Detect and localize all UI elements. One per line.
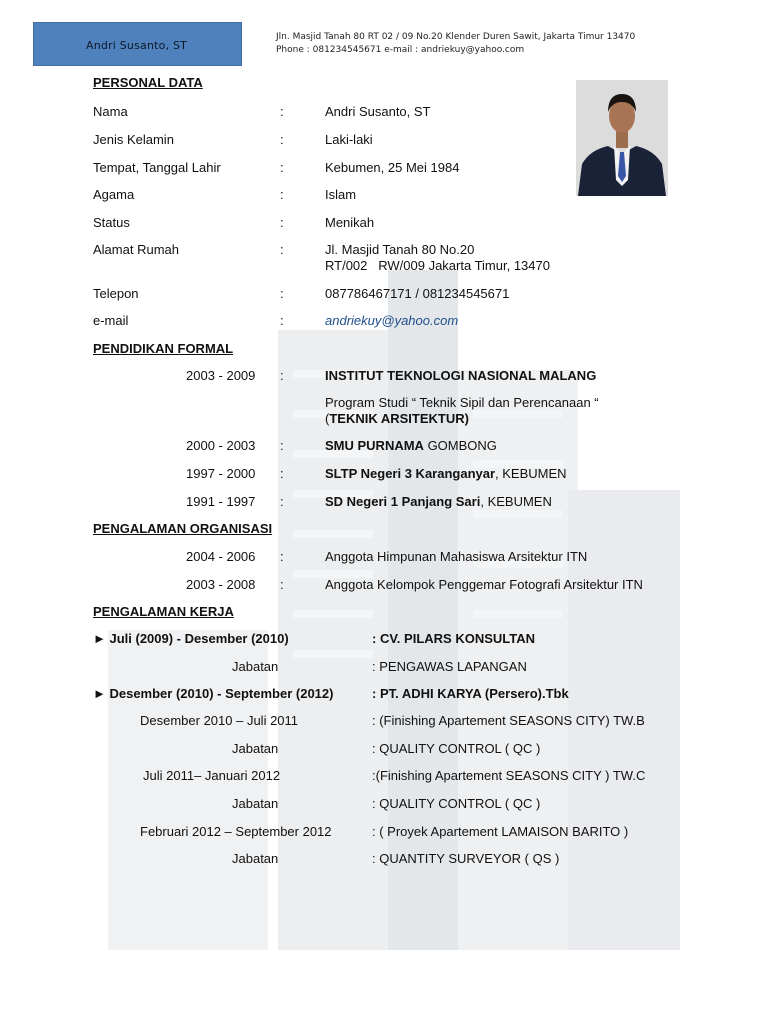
colon: : bbox=[280, 160, 284, 175]
work-project: :(Finishing Apartement SEASONS CITY ) TW.C bbox=[372, 768, 646, 783]
colon: : bbox=[280, 104, 284, 119]
work-position-label: Jabatan bbox=[232, 796, 279, 811]
work-subperiod: Desember 2010 – Juli 2011 bbox=[140, 713, 299, 728]
education-school bbox=[325, 368, 596, 383]
work-company: : PT. ADHI KARYA (Persero).Tbk bbox=[372, 686, 569, 701]
profile-photo bbox=[576, 80, 668, 196]
work-position: : QUANTITY SURVEYOR ( QS ) bbox=[372, 851, 560, 866]
personal-value: Kebumen, 25 Mei 1984 bbox=[325, 160, 460, 175]
personal-label: Tempat, Tanggal Lahir bbox=[93, 160, 221, 175]
work-project: : ( Proyek Apartement LAMAISON BARITO ) bbox=[372, 824, 629, 839]
section-title-personal: PERSONAL DATA bbox=[93, 75, 203, 90]
education-school bbox=[325, 438, 497, 453]
name-banner bbox=[33, 22, 242, 66]
education-program-major bbox=[325, 411, 469, 426]
work-subperiod: Juli 2011– Januari 2012 bbox=[143, 768, 281, 783]
work-period: ► Juli (2009) - Desember (2010) bbox=[93, 631, 289, 646]
education-school-bold: SD Negeri 1 Panjang Sari bbox=[325, 494, 481, 509]
education-years: 1997 - 2000 bbox=[186, 466, 256, 481]
colon: : bbox=[280, 577, 284, 592]
education-program-open: ( bbox=[325, 411, 330, 426]
header-address: Jln. Masjid Tanah 80 RT 02 / 09 No.20 Klender Duren Sawit, Jakarta Timur 13470 bbox=[276, 32, 636, 42]
education-school-bold: INSTITUT TEKNOLOGI NASIONAL MALANG bbox=[325, 368, 597, 383]
colon: : bbox=[280, 132, 284, 147]
work-company: : CV. PILARS KONSULTAN bbox=[372, 631, 535, 646]
colon: : bbox=[280, 368, 284, 383]
personal-value-line2: RT/002 RW/009 Jakarta Timur, 13470 bbox=[325, 258, 550, 273]
colon: : bbox=[280, 187, 284, 202]
colon: : bbox=[280, 438, 284, 453]
personal-value: Islam bbox=[325, 187, 357, 202]
personal-value: 087786467171 / 081234545671 bbox=[325, 286, 510, 301]
work-position: : QUALITY CONTROL ( QC ) bbox=[372, 741, 541, 756]
work-position-label: Jabatan bbox=[232, 741, 279, 756]
email-link[interactable]: andriekuy@yahoo.com bbox=[325, 313, 459, 328]
education-years: 2003 - 2009 bbox=[186, 368, 256, 383]
organization-value: Anggota Kelompok Penggemar Fotografi Arsitektur ITN bbox=[325, 577, 643, 592]
organization-years: 2003 - 2008 bbox=[186, 577, 256, 592]
organization-value: Anggota Himpunan Mahasiswa Arsitektur ITN bbox=[325, 549, 588, 564]
education-school-bold: SMU PURNAMA bbox=[325, 438, 424, 453]
section-title-education: PENDIDIKAN FORMAL bbox=[93, 341, 234, 356]
name-banner-text: Andri Susanto, ST bbox=[86, 39, 188, 52]
background-building-image bbox=[88, 70, 680, 950]
personal-label: Nama bbox=[93, 104, 128, 119]
personal-value: Laki-laki bbox=[325, 132, 373, 147]
colon: : bbox=[280, 494, 284, 509]
education-school-rest: , KEBUMEN bbox=[495, 466, 567, 481]
colon: : bbox=[280, 215, 284, 230]
colon: : bbox=[280, 286, 284, 301]
personal-label: Status bbox=[93, 215, 130, 230]
education-program: Program Studi “ Teknik Sipil dan Perencanaan “ bbox=[325, 395, 599, 410]
education-school-bold: SLTP Negeri 3 Karanganyar bbox=[325, 466, 496, 481]
education-program-bold: TEKNIK ARSITEKTUR) bbox=[329, 411, 469, 426]
work-position: : PENGAWAS LAPANGAN bbox=[372, 659, 527, 674]
colon: : bbox=[280, 466, 284, 481]
personal-label: Alamat Rumah bbox=[93, 242, 179, 257]
work-position-label: Jabatan bbox=[232, 659, 279, 674]
personal-label: Agama bbox=[93, 187, 135, 202]
section-title-organization: PENGALAMAN ORGANISASI bbox=[93, 521, 273, 536]
work-period: ► Desember (2010) - September (2012) bbox=[93, 686, 334, 701]
education-years: 1991 - 1997 bbox=[186, 494, 256, 509]
work-project: : (Finishing Apartement SEASONS CITY) TW.B bbox=[372, 713, 645, 728]
colon: : bbox=[280, 549, 284, 564]
work-position-label: Jabatan bbox=[232, 851, 279, 866]
education-school bbox=[325, 466, 567, 481]
work-subperiod: Februari 2012 – September 2012 bbox=[140, 824, 332, 839]
education-school-rest: GOMBONG bbox=[423, 438, 497, 453]
education-years: 2000 - 2003 bbox=[186, 438, 256, 453]
personal-label: Telepon bbox=[93, 286, 139, 301]
colon: : bbox=[280, 242, 284, 257]
colon: : bbox=[280, 313, 284, 328]
header-phone: Phone : 081234545671 e-mail : andriekuy@yahoo.com bbox=[276, 45, 525, 55]
personal-value: Menikah bbox=[325, 215, 375, 230]
organization-years: 2004 - 2006 bbox=[186, 549, 256, 564]
personal-label: Jenis Kelamin bbox=[93, 132, 174, 147]
personal-value: Andri Susanto, ST bbox=[325, 104, 431, 119]
work-position: : QUALITY CONTROL ( QC ) bbox=[372, 796, 541, 811]
section-title-work: PENGALAMAN KERJA bbox=[93, 604, 234, 619]
personal-value: Jl. Masjid Tanah 80 No.20 bbox=[325, 242, 475, 257]
personal-label: e-mail bbox=[93, 313, 129, 328]
education-school-rest: , KEBUMEN bbox=[480, 494, 552, 509]
education-school bbox=[325, 494, 552, 509]
